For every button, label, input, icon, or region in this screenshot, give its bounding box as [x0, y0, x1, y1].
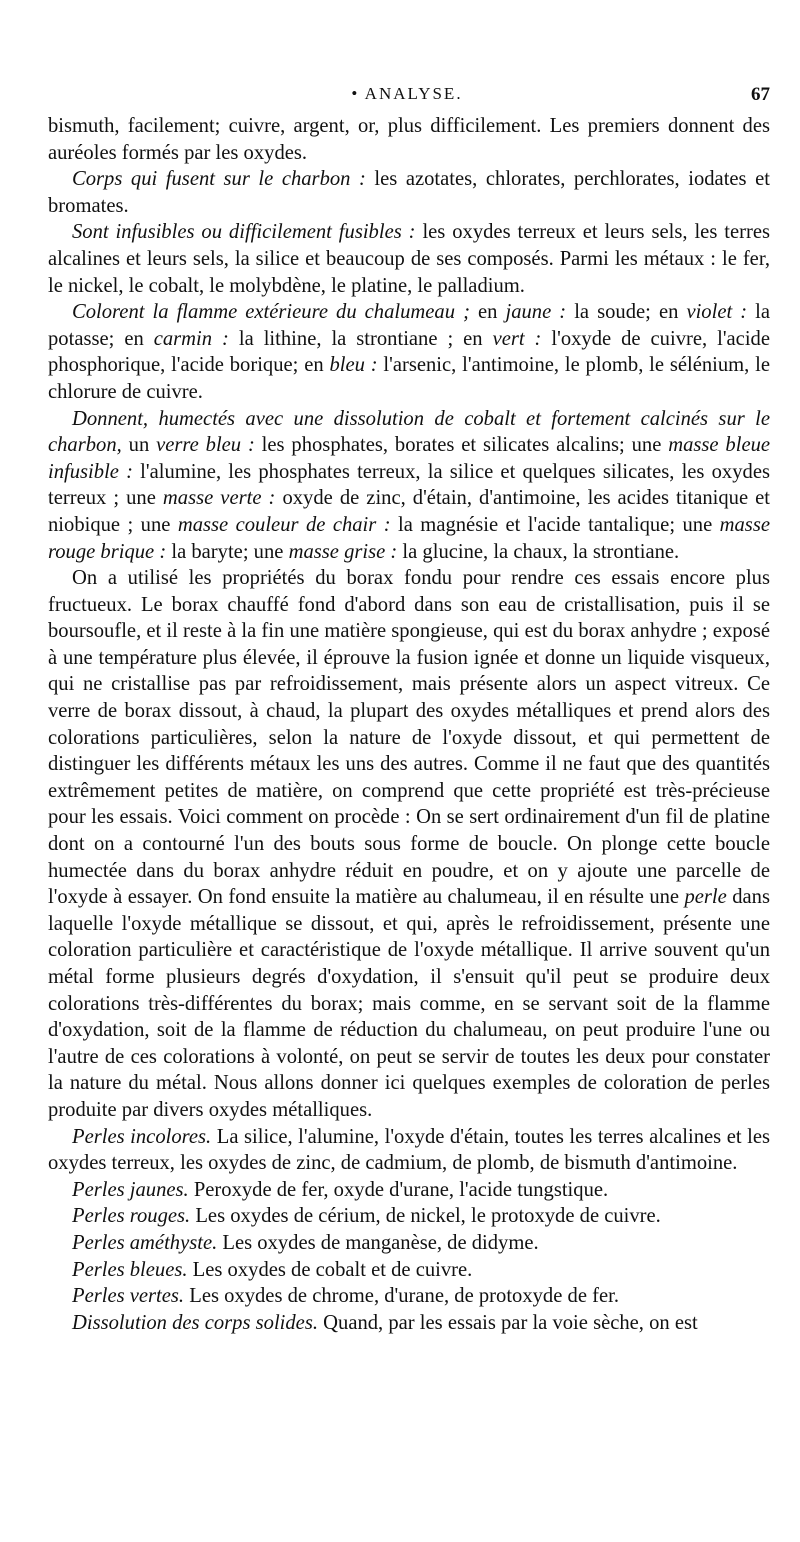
text-run: dans laquelle l'oxyde métallique se dissout, et qui, après le refroidissement, présente une coloration particulière et caractéristique de l'oxyde métallique. Il arrive souvent qu'un métal forme plusieurs degrés d'oxydation, il s'ensuit qu'il peut se produire deux colorations très-différentes du borax; mais comme, en se servant soit de la flamme d'oxydation, soit de la flamme de réduction du chalumeau, on peut produire l'une ou l'autre de ces colorations à volonté, on peut se servir de toutes les deux pour constater la nature du métal. Nous allons donner ici quelques exemples de coloration de perles produite par divers oxydes métalliques.: [48, 886, 770, 1121]
text-run: la magnésie et l'acide tantalique; une: [390, 513, 720, 536]
italic-phrase: masse rouge brique :: [48, 513, 770, 563]
text-run: un: [121, 434, 157, 457]
paragraph: [48, 1283, 770, 1310]
italic-phrase: Perles incolores.: [72, 1125, 212, 1148]
page-header: [44, 84, 770, 110]
italic-phrase: jaune :: [505, 301, 567, 324]
italic-phrase: Donnent, humectés avec une dissolution de cobalt et fortement calcinés sur le charbon,: [48, 407, 770, 457]
text-run: en: [469, 301, 506, 324]
text-run: les oxydes terreux et leurs sels, les terres alcalines et leurs sels, la silice et beaucoup de ses composés. Parmi les métaux : le fer, le nickel, le cobalt, le molybdène, le platine, le palladium.: [48, 221, 770, 297]
italic-phrase: masse verte :: [162, 487, 276, 510]
italic-phrase: masse couleur de chair :: [177, 513, 391, 536]
text-run: Peroxyde de fer, oxyde d'urane, l'acide tungstique.: [188, 1178, 609, 1201]
italic-phrase: bleu :: [329, 354, 378, 377]
text-run: les azotates, chlorates, perchlorates, iodates et bromates.: [48, 168, 770, 217]
paragraph: [48, 1124, 770, 1177]
italic-phrase: masse grise :: [288, 540, 398, 563]
text-run: oxyde de zinc, d'étain, d'antimoine, les acides titanique et niobique ; une: [48, 487, 770, 536]
body-text: [48, 113, 770, 1336]
paragraph: [48, 1230, 770, 1257]
paragraph: [48, 113, 770, 166]
text-run: Les oxydes de chrome, d'urane, de protoxyde de fer.: [184, 1285, 619, 1308]
running-title: • ANALYSE.: [351, 84, 463, 103]
italic-phrase: Perles rouges.: [72, 1205, 191, 1228]
paragraph: [48, 299, 770, 405]
paragraph: [48, 1257, 770, 1284]
paragraph: [48, 1310, 770, 1337]
paragraph: [48, 406, 770, 566]
italic-phrase: Perles vertes.: [72, 1285, 185, 1308]
text-run: La silice, l'alumine, l'oxyde d'étain, toutes les terres alcalines et les oxydes terreux, les oxydes de zinc, de cadmium, de plomb, de bismuth d'antimoine.: [48, 1125, 770, 1175]
text-run: la lithine, la strontiane ; en: [228, 327, 493, 350]
text-run: l'arsenic, l'antimoine, le plomb, le sélénium, le chlorure de cuivre.: [48, 354, 771, 403]
text-run: Les oxydes de cobalt et de cuivre.: [187, 1258, 473, 1281]
paragraph: [48, 1203, 770, 1230]
paragraph: [48, 565, 770, 1123]
paragraph: [48, 1177, 770, 1204]
italic-phrase: Perles bleues.: [72, 1258, 188, 1281]
paragraph: [48, 166, 770, 219]
text-run: l'alumine, les phosphates terreux, la silice et quelques silicates, les oxydes terreux ; une: [48, 460, 770, 510]
italic-phrase: masse bleue infusible :: [48, 434, 771, 483]
italic-phrase: Sont infusibles ou difficilement fusibles :: [72, 221, 416, 244]
text-run: On a utilisé les propriétés du borax fondu pour rendre ces essais encore plus fructueux. Le borax chauffé fond d'abord dans son eau de cristallisation, puis il se boursoufle, et il reste à la fin une matière spongieuse, qui est du borax anhydre ; exposé à une température plus élevée, il éprouve la fusion ignée et donne un liquide visqueux, qui ne cristallise pas par refroidissement, mais présente alors un aspect vitreux. Ce verre de borax dissout, à chaud, la plupart des oxydes métalliques et prend alors des colorations particulières, selon la nature de l'oxyde dissout, et qui permettent de distinguer les différents métaux les uns des autres. Comme il ne faut que des quantités extrêmement petites de matière, on comprend que cette propriété est très-précieuse pour les essais. Voici comment on procède : On se sert ordinairement d'un fil de platine dont on a contourné l'un des bouts sous forme de boucle. On plonge cette boucle humectée dans du borax anhydre réduit en poudre, et on y ajoute une parcelle de l'oxyde à essayer. On fond ensuite la matière au chalumeau, il en résulte une: [48, 567, 770, 909]
italic-phrase: vert :: [492, 327, 542, 350]
text-run: la baryte; une: [166, 540, 289, 563]
text-run: l'oxyde de cuivre, l'acide phosphorique, l'acide borique; en: [48, 327, 770, 377]
italic-phrase: Perles jaunes.: [72, 1178, 189, 1201]
text-run: les phosphates, borates et silicates alcalins; une: [254, 434, 669, 457]
italic-phrase: Perles améthyste.: [72, 1231, 218, 1254]
text-run: la potasse; en: [48, 301, 771, 350]
text-run: bismuth, facilement; cuivre, argent, or, plus difficilement. Les premiers donnent des auréoles formés par les oxydes.: [48, 115, 770, 164]
text-run: la soude; en: [566, 301, 687, 324]
italic-phrase: Dissolution des corps solides.: [72, 1311, 318, 1334]
paragraph: [48, 219, 770, 299]
text-run: Quand, par les essais par la voie sèche, on est: [318, 1311, 698, 1334]
page-number: 67: [751, 84, 770, 105]
italic-phrase: Corps qui fusent sur le charbon :: [72, 168, 366, 191]
text-run: la glucine, la chaux, la strontiane.: [397, 540, 680, 563]
italic-phrase: Colorent la flamme extérieure du chalumeau ;: [72, 301, 470, 324]
italic-phrase: verre bleu :: [156, 434, 255, 457]
italic-phrase: violet :: [686, 301, 748, 324]
text-run: Les oxydes de manganèse, de didyme.: [217, 1231, 539, 1254]
text-run: Les oxydes de cérium, de nickel, le protoxyde de cuivre.: [190, 1205, 661, 1228]
italic-phrase: carmin :: [153, 327, 229, 350]
italic-phrase: perle: [684, 886, 727, 909]
